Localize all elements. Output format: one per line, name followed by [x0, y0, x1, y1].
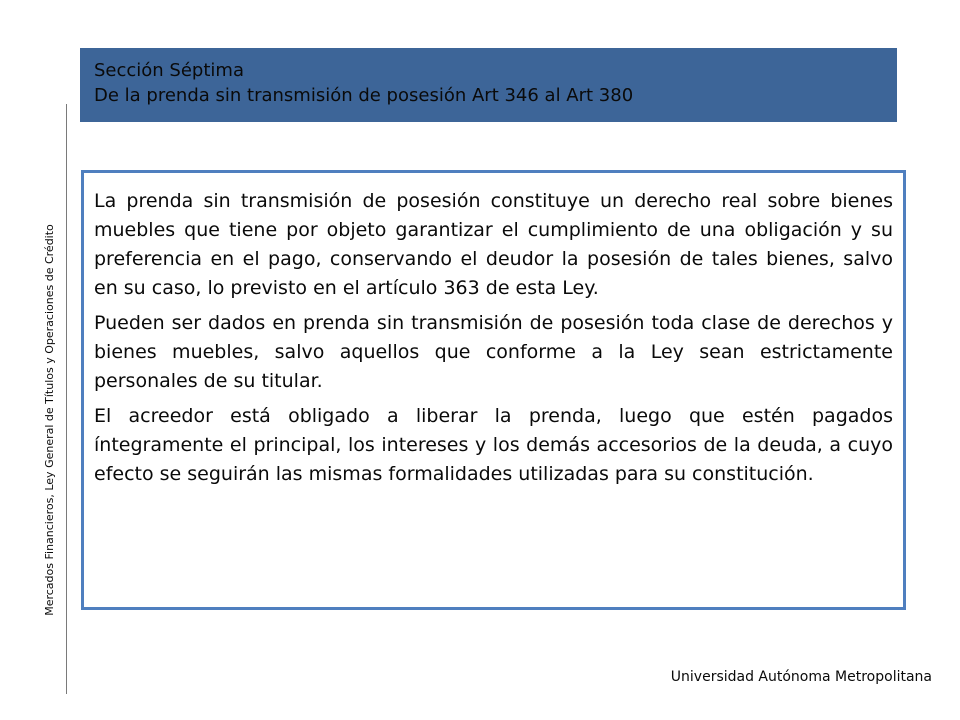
paragraph-creditor-obligation: El acreedor está obligado a liberar la prenda, luego que estén pagados íntegramente el principal, los intereses y los demás accesorios de la deuda, a cuyo efecto se seguirán las mismas formalidades utilizadas para su constitución.	[94, 405, 893, 485]
content-box	[81, 170, 906, 610]
side-divider-line	[66, 104, 67, 694]
paragraph-definition: La prenda sin transmisión de posesión constituye un derecho real sobre bienes muebles que tiene por objeto garantizar el cumplimiento de una obligación y su preferencia en el pago, conservando el deudor la posesión de tales bienes, salvo en su caso, lo previsto en el artículo 363 de esta Ley.	[94, 190, 893, 299]
paragraph-pledgeable-assets: Pueden ser dados en prenda sin transmisión de posesión toda clase de derechos y bienes muebles, salvo aquellos que conforme a la Ley sean estrictamente personales de su titular.	[94, 312, 893, 392]
footer-institution: Universidad Autónoma Metropolitana	[670, 669, 932, 685]
section-subtitle: De la prenda sin transmisión de posesión Art 346 al Art 380	[94, 85, 634, 106]
side-vertical-caption: Mercados Financieros, Ley General de Títulos y Operaciones de Crédito	[43, 224, 56, 616]
slide-title-bar	[80, 48, 897, 122]
section-title: Sección Séptima	[94, 60, 244, 81]
